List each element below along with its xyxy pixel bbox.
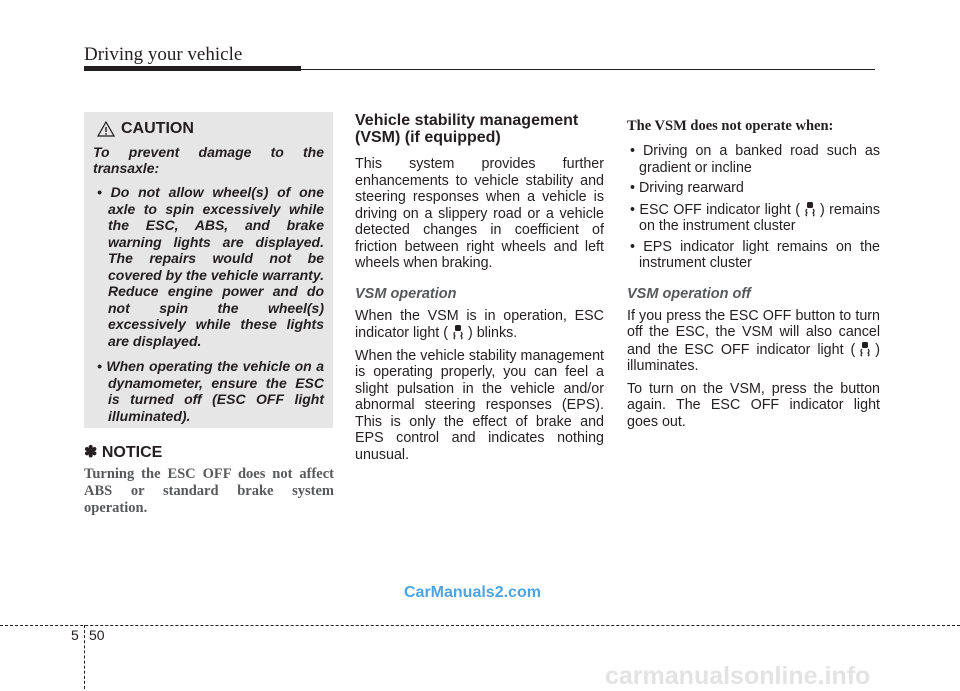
section-title: Vehicle stability management (VSM) (if equipped) xyxy=(355,112,579,146)
notice-heading: ✽ NOTICE xyxy=(84,444,163,461)
list-item: • Driving on a banked road such as gradient or incline xyxy=(630,143,880,176)
caution-item: • When operating the vehicle on a dynamometer, ensure the ESC is turned off (ESC OFF light illuminated). xyxy=(97,358,324,424)
vsm-operation-text-before: When the VSM is in operation, ESC indicator light ( xyxy=(355,307,604,341)
caution-list xyxy=(93,184,324,424)
notice-body: Turning the ESC OFF does not affect ABS or standard brake system operation. xyxy=(84,466,334,516)
caution-item: • Do not allow wheel(s) of one axle to spin excessively while the ESC, ABS, and brake warning lights are displayed. The repairs would not be covered by the vehicle warranty. Reduce engine power and do not spin the wheel(s) excessively while these lights are displayed. xyxy=(97,184,324,349)
vsm-off-title: VSM operation off xyxy=(627,285,751,302)
vsm-operation-text-after: ) blinks. xyxy=(467,325,518,341)
esc-skid-car-icon xyxy=(803,201,817,217)
vsm-on-paragraph: To turn on the VSM, press the button again. The ESC OFF indicator light goes out. xyxy=(627,380,880,430)
vsm-operation-detail: When the vehicle stability management is operating properly, you can feel a slight pulsation in the vehicle and/or abnormal steering responses (EPS). This is only the effect of brake and EPS control and indicates nothing unusual. xyxy=(355,347,604,463)
caution-heading xyxy=(97,120,324,138)
not-operate-list xyxy=(627,143,880,272)
caution-intro: To prevent damage to the transaxle: xyxy=(93,144,324,176)
page-number: 50 xyxy=(89,627,105,643)
caution-box xyxy=(84,112,333,428)
vsm-operation-title: VSM operation xyxy=(355,285,457,302)
site-watermark: carmanualsonline.info xyxy=(605,662,871,690)
list-item: • EPS indicator light remains on the instrument cluster xyxy=(630,238,880,271)
esc-skid-car-icon xyxy=(858,341,872,357)
caution-heading-text: CAUTION xyxy=(121,120,194,137)
list-item: • ESC OFF indicator light ( ) remains on the instrument cluster xyxy=(630,201,880,234)
column-vsm-conditions xyxy=(627,118,880,436)
header-rule-thick xyxy=(84,66,301,71)
page-header-title: Driving your vehicle xyxy=(84,44,243,65)
chapter-number: 5 xyxy=(71,627,79,643)
vsm-off-paragraph: If you press the ESC OFF button to turn off the ESC, the VSM will also cancel and the ESC OFF indicator light ( ) illuminates. xyxy=(627,307,880,374)
vsm-operation-paragraph xyxy=(355,308,604,342)
footer-vertical-rule xyxy=(84,625,85,689)
esc-skid-car-icon xyxy=(451,324,465,340)
footer-rule xyxy=(0,625,960,626)
watermark-link[interactable]: CarManuals2.com xyxy=(404,584,541,601)
warning-triangle-icon xyxy=(97,121,115,137)
list-item: • Driving rearward xyxy=(630,180,744,196)
vsm-intro: This system provides further enhancements to vehicle stability and steering responses when a vehicle is driving on a slippery road or a vehicle detected changes in coefficient of friction between right wheels and left wheels when braking. xyxy=(355,156,604,271)
column-vsm xyxy=(355,112,604,469)
header-rule-thin xyxy=(301,69,875,70)
not-operate-title: The VSM does not operate when: xyxy=(627,118,834,134)
